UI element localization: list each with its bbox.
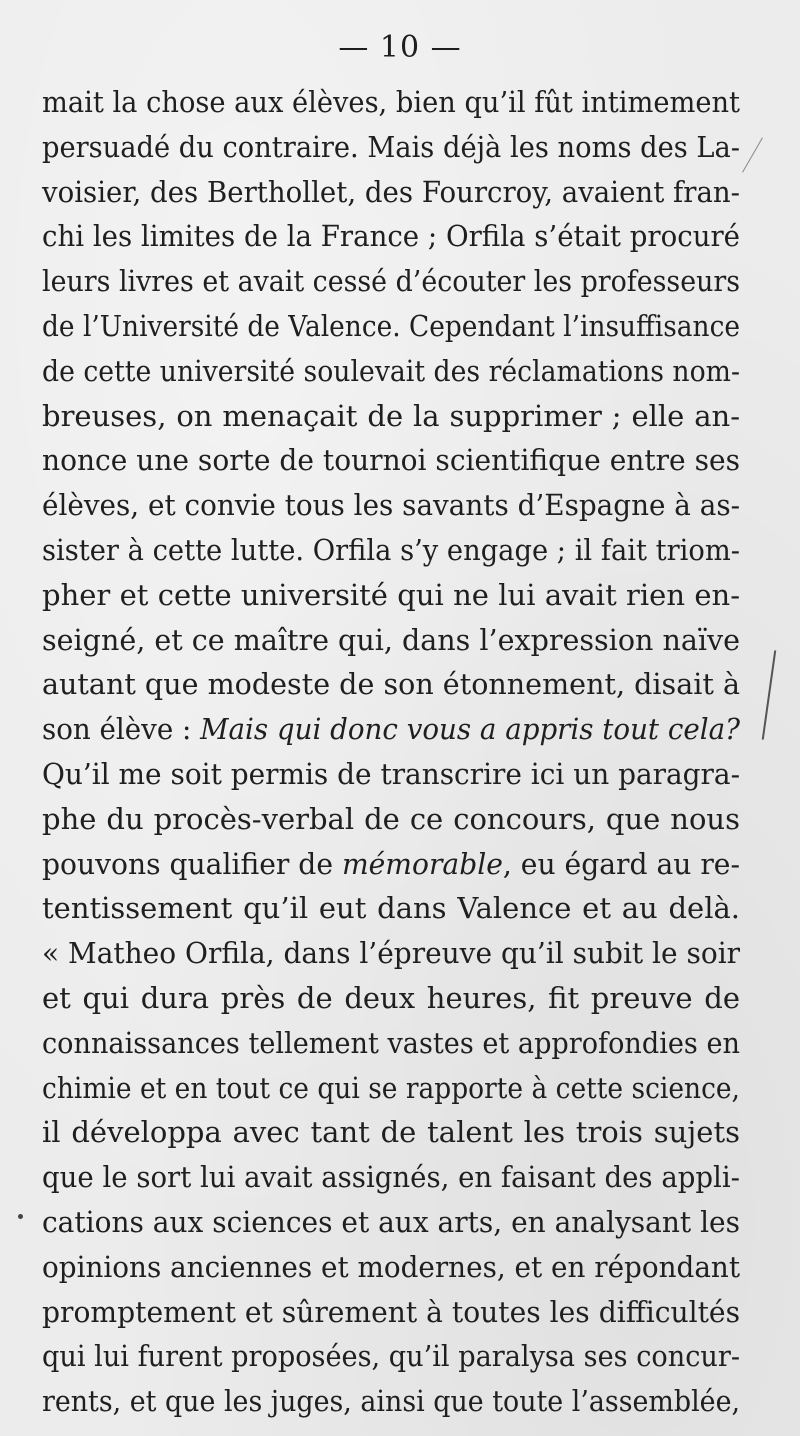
text-segment: autant que modeste de son étonnement, disait à xyxy=(42,667,740,702)
text-line xyxy=(42,1290,740,1335)
italic-text: mémorable xyxy=(341,846,503,881)
page-number: — 10 — xyxy=(338,30,462,65)
text-segment: promptement et sûrement à toutes les difficultés xyxy=(42,1294,741,1329)
text-segment: leurs livres et avait cessé d’écouter les professeurs xyxy=(42,264,741,299)
text-line xyxy=(42,349,740,394)
text-line xyxy=(42,573,740,618)
text-segment: il développa avec tant de talent les trois sujets xyxy=(42,1115,740,1150)
text-line xyxy=(42,304,740,349)
text-line xyxy=(42,170,740,215)
text-segment: persuadé du contraire. Mais déjà les noms des La- xyxy=(42,129,741,164)
text-line xyxy=(42,259,740,304)
text-segment: rents, et que les juges, ainsi que toute l’assemblée, xyxy=(42,1384,741,1419)
text-line xyxy=(42,438,740,483)
margin-dot xyxy=(18,1214,23,1219)
text-line xyxy=(42,1334,740,1379)
text-segment: et qui dura près de deux heures, fit preuve de xyxy=(42,980,740,1015)
text-line xyxy=(42,1200,740,1245)
text-segment: , eu égard au re- xyxy=(502,846,740,881)
text-line xyxy=(42,752,740,797)
text-segment: son élève : xyxy=(42,712,201,747)
text-segment: phe du procès-verbal de ce concours, que nous xyxy=(42,801,740,836)
text-segment: tentissement qu’il eut dans Valence et au delà. xyxy=(42,891,740,926)
text-segment: pouvons qualifier de xyxy=(42,846,342,881)
margin-mark xyxy=(762,650,777,739)
italic-text: Mais qui donc vous a appris tout cela? xyxy=(200,712,740,747)
text-segment: mait la chose aux élèves, bien qu’il fût intimement xyxy=(42,85,740,119)
text-line xyxy=(42,886,740,931)
text-segment: nonce une sorte de tournoi scientifique entre ses xyxy=(42,443,740,478)
text-segment: opinions anciennes et modernes, et en répondant xyxy=(42,1249,741,1284)
text-segment: seigné, et ce maître qui, dans l’expression naïve xyxy=(42,622,741,657)
text-line xyxy=(42,707,740,752)
text-segment: de cette université soulevait des réclamations nom- xyxy=(42,353,740,388)
text-line xyxy=(42,1110,740,1155)
text-line xyxy=(42,483,740,528)
text-segment: que le sort lui avait assignés, en faisant des appli- xyxy=(42,1160,740,1195)
text-segment: sister à cette lutte. Orfila s’y engage ; il fait triom- xyxy=(42,532,741,567)
text-line xyxy=(42,528,740,573)
text-segment: chi les limites de la France ; Orfila s’était procuré xyxy=(42,219,741,254)
text-line xyxy=(42,842,740,887)
text-segment: pher et cette université qui ne lui avait rien en- xyxy=(42,577,740,612)
text-segment: voisier, des Berthollet, des Fourcroy, avaient fran- xyxy=(42,174,741,209)
text-segment: élèves, et convie tous les savants d’Espagne à as- xyxy=(42,488,741,523)
text-line xyxy=(42,1379,740,1424)
text-segment: Qu’il me soit permis de transcrire ici un paragra- xyxy=(42,756,741,791)
text-line xyxy=(42,662,740,707)
text-segment: breuses, on menaçait de la supprimer ; elle an- xyxy=(42,398,740,433)
text-line xyxy=(42,931,740,976)
text-segment: connaissances tellement vastes et approfondies en xyxy=(42,1025,740,1060)
text-segment: chimie et en tout ce qui se rapporte à cette science, xyxy=(42,1070,740,1105)
text-line xyxy=(42,1021,740,1066)
text-line xyxy=(42,1066,740,1111)
text-segment: cations aux sciences et aux arts, en analysant les xyxy=(42,1204,740,1239)
body-text xyxy=(42,80,740,1424)
text-line xyxy=(42,618,740,663)
text-segment: de l’Université de Valence. Cependant l’insuffisance xyxy=(42,308,741,343)
margin-mark xyxy=(742,137,763,172)
text-line xyxy=(42,1245,740,1290)
text-segment: qui lui furent proposées, qu’il paralysa ses concur- xyxy=(42,1339,741,1374)
text-line xyxy=(42,80,740,125)
text-line xyxy=(42,125,740,170)
text-line xyxy=(42,797,740,842)
text-line xyxy=(42,394,740,439)
text-line xyxy=(42,214,740,259)
text-segment: « Matheo Orfila, dans l’épreuve qu’il subit le soir xyxy=(42,936,741,971)
text-line xyxy=(42,1155,740,1200)
text-line xyxy=(42,976,740,1021)
